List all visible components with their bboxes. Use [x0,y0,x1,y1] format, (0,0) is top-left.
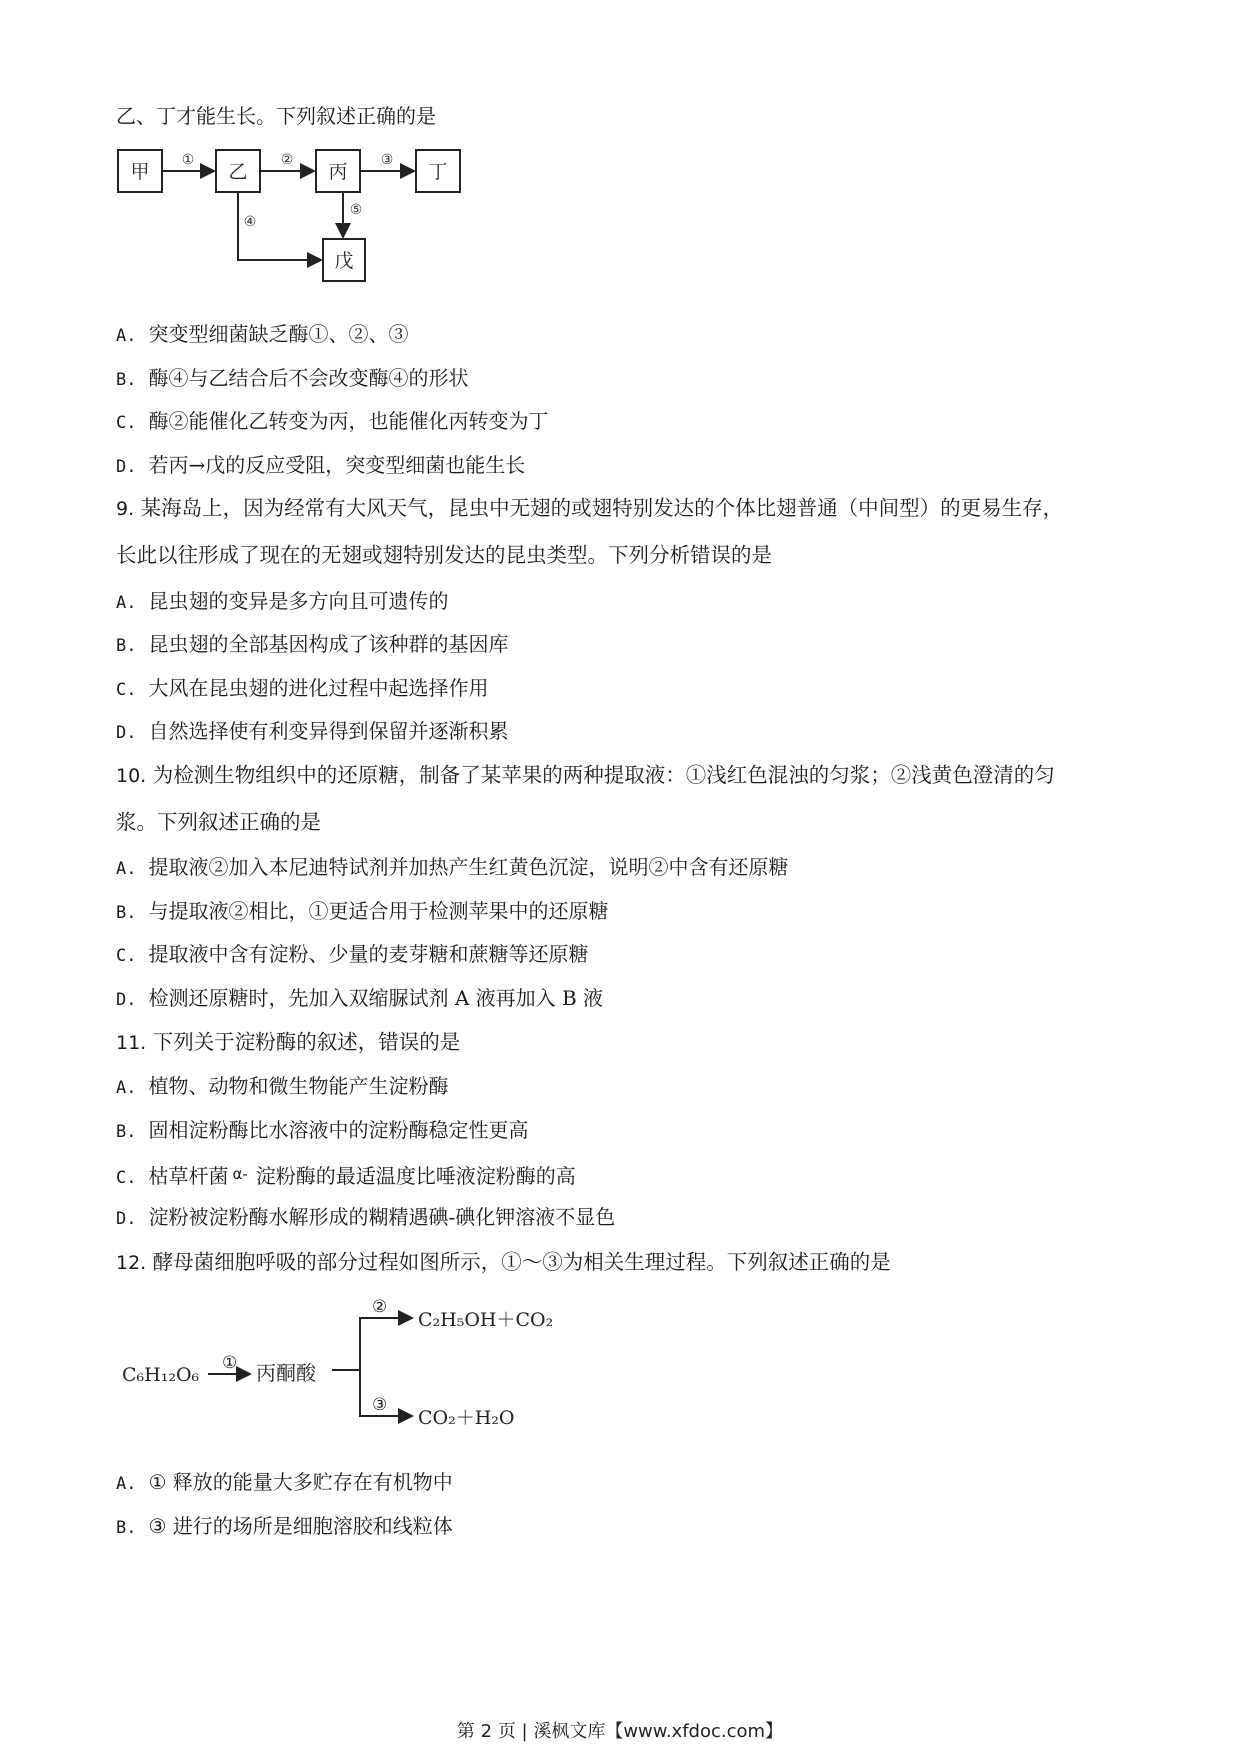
glucose-label: C₆H₁₂O₆ [122,1364,200,1386]
step-3-label: ③ [380,152,394,168]
q9-stem-line2: 长此以往形成了现在的无翅或翅特别发达的昆虫类型。下列分析错误的是 [116,543,772,567]
process-2-label: ② [372,1297,388,1317]
box-ding: 丁 [428,161,448,183]
pyruvate-label: 丙酮酸 [256,1361,316,1385]
q12-option-b: B. ③ 进行的场所是细胞溶胶和线粒体 [116,1514,453,1538]
lower-product-label: CO₂＋H₂O [418,1407,515,1429]
q11-stem: 11. 下列关于淀粉酶的叙述，错误的是 [116,1030,461,1054]
q9-option-b: B. 昆虫翅的全部基因构成了该种群的基因库 [116,632,509,656]
page-footer: 第 2 页 | 溪枫文库【www.xfdoc.com】 [456,1721,784,1742]
box-jia: 甲 [130,161,150,183]
step-2-label: ② [280,152,294,168]
q12-stem: 12. 酵母菌细胞呼吸的部分过程如图所示，①～③为相关生理过程。下列叙述正确的是 [116,1250,891,1274]
q10-stem-line1: 10. 为检测生物组织中的还原糖，制备了某苹果的两种提取液：①浅红色混浊的匀浆；②浅黄色澄清的匀 [116,763,1055,787]
q9-option-a: A. 昆虫翅的变异是多方向且可遗传的 [116,589,449,613]
q8-option-b: B. 酶④与乙结合后不会改变酶④的形状 [116,366,469,390]
q9-option-d: D. 自然选择使有利变异得到保留并逐渐积累 [116,719,509,743]
q9-stem-line1: 9. 某海岛上，因为经常有大风天气，昆虫中无翅的或翅特别发达的个体比翅普通（中间型）的更易生存， [116,496,1064,520]
yeast-respiration-diagram [120,1290,580,1440]
process-1-label: ① [222,1353,238,1373]
box-bing: 丙 [328,161,348,183]
q8-option-a: A. 突变型细菌缺乏酶①、②、③ [116,322,409,346]
q10-option-d: D. 检测还原糖时，先加入双缩脲试剂 A 液再加入 B 液 [116,986,604,1010]
q10-option-c: C. 提取液中含有淀粉、少量的麦芽糖和蔗糖等还原糖 [116,942,589,966]
box-wu: 戊 [334,250,354,272]
upper-product-label: C₂H₅OH＋CO₂ [418,1309,554,1331]
enzyme-pathway-diagram [110,142,470,292]
q11-option-b: B. 固相淀粉酶比水溶液中的淀粉酶稳定性更高 [116,1118,529,1142]
q8-option-c: C. 酶②能催化乙转变为丙，也能催化丙转变为丁 [116,409,549,433]
step-1-label: ① [181,152,195,168]
question-8-stem-tail: 乙、丁才能生长。下列叙述正确的是 [116,104,436,128]
process-3-label: ③ [372,1395,388,1415]
alpha-symbol: α- [232,1165,248,1183]
step-5-label: ⑤ [349,202,363,218]
q10-option-b: B. 与提取液②相比，①更适合用于检测苹果中的还原糖 [116,899,609,923]
q12-option-a: A. ① 释放的能量大多贮存在有机物中 [116,1470,453,1494]
box-yi: 乙 [228,161,248,183]
q10-option-a: A. 提取液②加入本尼迪特试剂并加热产生红黄色沉淀，说明②中含有还原糖 [116,855,789,879]
q11-option-d: D. 淀粉被淀粉酶水解形成的糊精遇碘-碘化钾溶液不显色 [116,1205,616,1229]
q9-option-c: C. 大风在昆虫翅的进化过程中起选择作用 [116,676,489,700]
step-4-label: ④ [243,214,257,230]
q11-option-c: C. 枯草杆菌 $^{\alpha-}$ 淀粉酶的最适温度比唾液淀粉酶的高 [116,1164,576,1188]
q8-option-d: D. 若丙→戊的反应受阻，突变型细菌也能生长 [116,453,526,477]
q10-stem-line2: 浆。下列叙述正确的是 [116,810,321,834]
q11-option-a: A. 植物、动物和微生物能产生淀粉酶 [116,1074,449,1098]
